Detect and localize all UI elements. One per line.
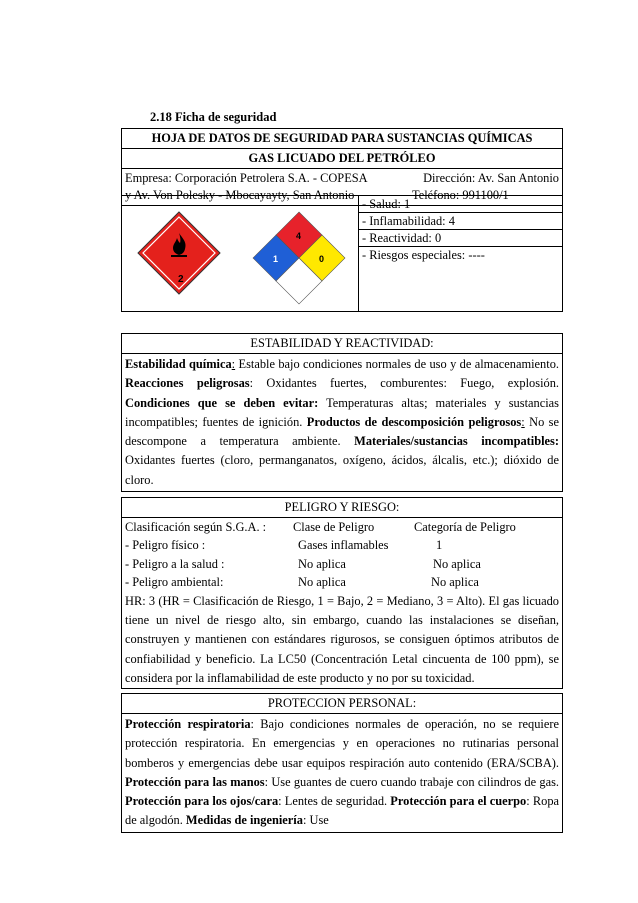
company-line: Empresa: Corporación Petrolera S.A. - COPESA xyxy=(125,171,368,185)
hazard-table xyxy=(121,497,563,689)
incompatible-materials-label: Materiales/sustancias incompatibles: xyxy=(354,434,560,449)
company-address-line: y Av. Von Polesky - Mbocayayty, San Antonio xyxy=(125,188,355,202)
nfpa-health-value: 1 xyxy=(273,254,279,264)
stability-body: Estabilidad química: Estable bajo condiciones normales de uso y de almacenamiento. Reacciones peligrosas: Oxidantes fuertes, comburentes: Fuego, explosión. Condiciones que se deben evitar: Temperaturas altas; materiales y sustancias incompatibles; fuentes de ignición. Productos de descomposición peligrosos: No se descompone a temperatura ambiente. Materiales/sustancias incompatibles: Oxidantes fuertes (cloro, permanganatos, oxígeno, ácidos, álcalis, etc.); dióxido de cloro. xyxy=(122,354,563,492)
ratings-list xyxy=(359,196,563,312)
hazard-pictograms xyxy=(122,196,359,312)
nfpa-fire-value: 4 xyxy=(296,231,302,241)
hazard-classification: Clasificación según S.G.A. : Clase de Peligro Categoría de Peligro - Peligro físico : Gases inflamables 1 - Peligro a la salud : No aplica No aplica - Peligro ambiental: No aplica No aplica HR: 3 (HR = Clasificación de Riesgo, 1 = Bajo, 2 = Mediano, 3 = Alto). El gas licuado tiene un nivel de riesgo alto, sin embargo, cuando las instalaciones se diseñan, construyen y mantienen con estándares rigurosos, se consiguen óptimos atributos de confiabilidad y beneficio. La LC50 (Concentración Letal cincuenta de 100 ppm), se considera por la inflamabilidad de este producto y no por su toxicidad. xyxy=(122,518,563,689)
body-label: Protección para el cuerpo xyxy=(390,794,527,809)
sheet-title: HOJA DE DATOS DE SEGURIDAD PARA SUSTANCIAS QUÍMICAS xyxy=(122,129,563,149)
hazard-header: PELIGRO Y RIESGO: xyxy=(122,498,563,518)
section-heading: 2.18 Ficha de seguridad xyxy=(150,110,277,124)
rating-reactivity: - Reactividad: 0 xyxy=(359,230,562,247)
decomposition-label: Productos de descomposición peligrosos xyxy=(306,414,522,429)
hazard-rating-table xyxy=(121,195,563,312)
hands-label: Protección para las manos xyxy=(125,774,265,789)
hazard-paragraph: HR: 3 (HR = Clasificación de Riesgo, 1 = Bajo, 2 = Mediano, 3 = Alto). El gas licuado tiene un nivel de riesgo alto, sin embargo, cuando las instalaciones se diseñan, construyen y mantienen con estándares rigurosos, se consiguen óptimos atributos de confiabilidad y beneficio. La LC50 (Concentración Letal cincuenta de 100 ppm), se considera por la inflamabilidad de este producto y no por su toxicidad. xyxy=(125,593,559,685)
nfpa-diamond-icon xyxy=(253,212,345,304)
hazard-class-number: 2 xyxy=(178,274,184,285)
hazard-row-environmental: - Peligro ambiental: No aplica No aplica xyxy=(125,575,479,590)
avoid-conditions-label: Condiciones que se deben evitar: xyxy=(125,395,319,410)
rating-flammability: - Inflamabilidad: 4 xyxy=(359,213,562,230)
stability-header: ESTABILIDAD Y REACTIVIDAD: xyxy=(122,334,563,354)
dangerous-reactions-label: Reacciones peligrosas xyxy=(125,376,250,391)
flammable-gas-placard-icon xyxy=(138,212,220,294)
address-line: Dirección: Av. San Antonio xyxy=(423,171,559,185)
hazard-diamonds-svg xyxy=(122,196,358,306)
chem-stability-label: Estabilidad química xyxy=(125,357,232,371)
phone-line: Teléfono: 991100/1 xyxy=(412,188,509,202)
engineering-label: Medidas de ingeniería xyxy=(185,813,303,828)
nfpa-reactivity-value: 0 xyxy=(319,254,325,264)
protection-table xyxy=(121,693,563,833)
respiratory-label: Protección respiratoria xyxy=(125,717,251,731)
stability-table xyxy=(121,333,563,492)
hazard-row-physical: - Peligro físico : Gases inflamables 1 xyxy=(125,538,443,553)
rating-special: - Riesgos especiales: ---- xyxy=(362,248,485,262)
protection-header: PROTECCION PERSONAL: xyxy=(122,694,563,714)
rating-health: - Salud: 1 xyxy=(359,196,562,213)
product-name: GAS LICUADO DEL PETRÓLEO xyxy=(122,149,563,169)
hazard-row-health: - Peligro a la salud : No aplica No aplica xyxy=(125,556,481,571)
protection-body: Protección respiratoria: Bajo condiciones normales de operación, no se requiere protección respiratoria. En emergencias y en operaciones no rutinarias personal bomberos y emergencias debe usar equipos respiración auto contenido (ERA/SCBA). Protección para las manos: Use guantes de cuero cuando trabaje con cilindros de gas. Protección para los ojos/cara: Lentes de seguridad. Protección para el cuerpo: Ropa de algodón. Medidas de ingeniería: Use xyxy=(122,714,563,833)
eyes-label: Protección para los ojos/cara xyxy=(125,794,279,809)
